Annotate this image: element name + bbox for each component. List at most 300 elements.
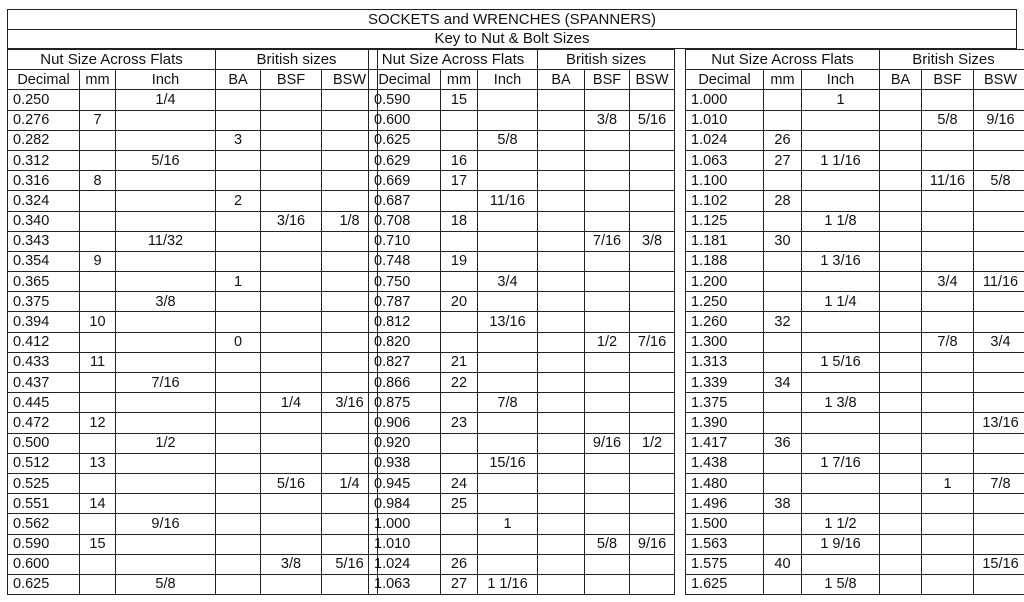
cell-mm [764,110,802,130]
cell-ba [538,352,585,372]
cell-bsf [261,171,322,191]
cell-bsf [922,352,974,372]
group-header-british: British sizes [538,50,675,70]
table-row [8,312,378,332]
column-header-bsw: BSW [974,70,1024,90]
cell-ba [216,393,261,413]
cell-bsf [585,373,630,393]
cell-ba [538,251,585,271]
table-row [369,574,675,594]
cell-inch: 11/16 [478,191,538,211]
cell-bsf [922,554,974,574]
cell-bsw [630,251,675,271]
table-row [8,211,378,231]
cell-inch [116,211,216,231]
cell-inch [802,494,880,514]
cell-bsf [261,150,322,170]
cell-bsw [974,574,1024,594]
cell-bsf [585,473,630,493]
cell-decimal: 0.250 [8,90,80,110]
table-row [369,150,675,170]
group-header-nut-size: Nut Size Across Flats [8,50,216,70]
cell-inch: 7/16 [116,373,216,393]
cell-decimal: 0.512 [8,453,80,473]
cell-decimal: 1.000 [686,90,764,110]
cell-decimal: 0.500 [8,433,80,453]
cell-mm [764,413,802,433]
cell-decimal: 1.188 [686,251,764,271]
cell-ba [880,272,922,292]
cell-decimal: 0.590 [8,534,80,554]
table-row [8,292,378,312]
table-row [8,251,378,271]
table-row [369,393,675,413]
cell-bsf: 3/8 [585,110,630,130]
cell-mm [764,534,802,554]
cell-inch [802,433,880,453]
cell-bsw [974,292,1024,312]
cell-inch [478,292,538,312]
table-row [8,352,378,372]
cell-ba [216,251,261,271]
table-row [686,453,1024,473]
cell-bsw: 5/16 [630,110,675,130]
cell-mm [441,534,478,554]
cell-mm [764,251,802,271]
cell-bsf [922,231,974,251]
cell-mm: 25 [441,494,478,514]
cell-decimal: 0.375 [8,292,80,312]
cell-ba [216,150,261,170]
table-row [8,90,378,110]
cell-bsw: 9/16 [630,534,675,554]
cell-bsf [585,130,630,150]
table-row [686,332,1024,352]
cell-decimal: 1.260 [686,312,764,332]
cell-bsf [585,150,630,170]
column-header-bsf: BSF [261,70,322,90]
cell-mm [80,231,116,251]
cell-bsf [922,191,974,211]
cell-mm [80,373,116,393]
cell-inch [478,352,538,372]
cell-ba [880,514,922,534]
cell-inch: 1/4 [116,90,216,110]
cell-bsw: 1/8 [322,211,378,231]
cell-bsf [261,413,322,433]
column-header-decimal: Decimal [369,70,441,90]
cell-bsw [974,433,1024,453]
cell-mm: 12 [80,413,116,433]
table-row [8,413,378,433]
cell-mm [80,211,116,231]
cell-ba [880,191,922,211]
cell-mm: 15 [441,90,478,110]
cell-bsw [974,373,1024,393]
cell-inch [116,312,216,332]
cell-bsw: 5/16 [322,554,378,574]
table-row [369,171,675,191]
cell-inch [478,473,538,493]
cell-mm [80,574,116,594]
column-header-bsf: BSF [585,70,630,90]
cell-bsf [922,494,974,514]
table-row [369,534,675,554]
table-row [686,150,1024,170]
cell-inch [116,171,216,191]
cell-ba [216,292,261,312]
cell-decimal: 0.906 [369,413,441,433]
cell-ba [880,373,922,393]
group-header-nut-size: Nut Size Across Flats [369,50,538,70]
cell-inch [116,272,216,292]
cell-ba [880,433,922,453]
table-row [686,110,1024,130]
cell-bsf [922,514,974,534]
cell-decimal: 0.316 [8,171,80,191]
table-row [686,373,1024,393]
column-header-inch: Inch [478,70,538,90]
cell-decimal: 0.945 [369,473,441,493]
table-row [369,473,675,493]
cell-mm: 13 [80,453,116,473]
cell-mm: 24 [441,473,478,493]
cell-decimal: 1.010 [686,110,764,130]
table-row [8,231,378,251]
cell-ba [216,494,261,514]
column-header-ba: BA [538,70,585,90]
cell-mm [441,231,478,251]
table-row [8,453,378,473]
table-row [8,534,378,554]
cell-bsf [922,90,974,110]
cell-inch [478,171,538,191]
cell-inch [802,373,880,393]
cell-ba [538,171,585,191]
cell-ba [538,433,585,453]
cell-decimal: 1.063 [686,150,764,170]
column-header-decimal: Decimal [8,70,80,90]
cell-bsw [974,191,1024,211]
column-header-inch: Inch [802,70,880,90]
cell-inch [116,494,216,514]
cell-ba [538,150,585,170]
table-row [369,231,675,251]
cell-decimal: 1.000 [369,514,441,534]
cell-bsw [630,211,675,231]
cell-bsf [585,514,630,534]
cell-bsf [585,494,630,514]
cell-ba [216,453,261,473]
cell-mm: 7 [80,110,116,130]
table-row [369,433,675,453]
cell-decimal: 0.324 [8,191,80,211]
table-row [686,473,1024,493]
cell-mm [80,90,116,110]
column-header-inch: Inch [116,70,216,90]
cell-ba [538,413,585,433]
cell-bsf: 9/16 [585,433,630,453]
cell-inch [116,352,216,372]
cell-bsf [922,534,974,554]
cell-ba [538,393,585,413]
column-header-ba: BA [880,70,922,90]
cell-mm: 11 [80,352,116,372]
table-row [369,453,675,473]
cell-decimal: 0.437 [8,373,80,393]
cell-inch [116,332,216,352]
cell-decimal: 0.525 [8,473,80,493]
cell-inch: 5/16 [116,150,216,170]
cell-bsf [922,574,974,594]
cell-inch: 1 [478,514,538,534]
column-header-bsf: BSF [922,70,974,90]
table-row [369,373,675,393]
cell-inch [478,554,538,574]
cell-bsf [261,272,322,292]
cell-ba [216,574,261,594]
cell-bsf: 1/4 [261,393,322,413]
cell-inch [802,312,880,332]
cell-decimal: 0.312 [8,150,80,170]
cell-mm [764,473,802,493]
cell-bsw: 11/16 [974,272,1024,292]
cell-inch [802,191,880,211]
cell-mm: 26 [441,554,478,574]
cell-mm: 30 [764,231,802,251]
cell-bsf [585,251,630,271]
cell-decimal: 1.024 [686,130,764,150]
cell-bsw [974,130,1024,150]
cell-ba [538,494,585,514]
cell-bsf: 5/16 [261,473,322,493]
cell-decimal: 0.750 [369,272,441,292]
cell-bsw [630,494,675,514]
cell-bsf: 1/2 [585,332,630,352]
cell-ba [880,534,922,554]
cell-mm [764,171,802,191]
cell-decimal: 1.200 [686,272,764,292]
table-row [8,110,378,130]
cell-bsf [261,90,322,110]
cell-ba [880,574,922,594]
cell-mm [441,332,478,352]
cell-bsf [585,352,630,372]
column-header-mm: mm [80,70,116,90]
table-row [686,251,1024,271]
cell-mm [441,453,478,473]
cell-inch [116,554,216,574]
cell-mm [764,292,802,312]
cell-bsw [974,150,1024,170]
cell-inch: 3/8 [116,292,216,312]
column-header-mm: mm [764,70,802,90]
table-row [8,574,378,594]
cell-decimal: 0.394 [8,312,80,332]
cell-bsf: 7/16 [585,231,630,251]
cell-inch [478,231,538,251]
cell-mm: 34 [764,373,802,393]
cell-ba: 1 [216,272,261,292]
cell-bsf [261,130,322,150]
column-header-bsw: BSW [630,70,675,90]
cell-mm [764,272,802,292]
cell-mm [80,272,116,292]
cell-mm: 40 [764,554,802,574]
table-row [369,110,675,130]
column-header-row [686,70,1024,90]
cell-decimal: 0.820 [369,332,441,352]
cell-bsf [922,150,974,170]
size-table-3 [685,49,1024,595]
cell-decimal: 0.445 [8,393,80,413]
table-row [8,433,378,453]
cell-mm [80,150,116,170]
cell-mm [764,90,802,110]
cell-decimal: 0.600 [8,554,80,574]
cell-bsw [974,514,1024,534]
cell-ba [880,211,922,231]
cell-decimal: 1.100 [686,171,764,191]
cell-mm [764,332,802,352]
cell-ba [538,130,585,150]
cell-bsw: 9/16 [974,110,1024,130]
cell-ba [216,554,261,574]
table-row [686,90,1024,110]
table-row [686,171,1024,191]
cell-ba [880,352,922,372]
cell-decimal: 1.339 [686,373,764,393]
cell-decimal: 0.433 [8,352,80,372]
cell-decimal: 1.575 [686,554,764,574]
cell-ba [880,150,922,170]
cell-inch [478,251,538,271]
table-row [369,312,675,332]
table-row [369,251,675,271]
cell-ba [216,110,261,130]
cell-bsw [630,473,675,493]
cell-mm: 16 [441,150,478,170]
size-table-2 [368,49,675,595]
column-header-row [369,70,675,90]
cell-bsf: 5/8 [585,534,630,554]
table-row [369,514,675,534]
table-row [369,292,675,312]
table-row [369,191,675,211]
page-subtitle: Key to Nut & Bolt Sizes [7,29,1017,49]
table-row [8,473,378,493]
cell-bsw [974,211,1024,231]
table-row [686,494,1024,514]
cell-inch: 1 5/8 [802,574,880,594]
table-row [369,413,675,433]
cell-decimal: 0.600 [369,110,441,130]
cell-inch: 1 9/16 [802,534,880,554]
cell-bsw [630,292,675,312]
cell-bsf [922,312,974,332]
cell-inch: 1/2 [116,433,216,453]
cell-inch [802,473,880,493]
cell-decimal: 1.300 [686,332,764,352]
cell-mm [441,312,478,332]
cell-ba [538,312,585,332]
cell-ba [538,231,585,251]
cell-ba [538,110,585,130]
cell-ba [880,413,922,433]
cell-bsf [922,292,974,312]
table-row [8,171,378,191]
column-header-bsw: BSW [322,70,378,90]
cell-decimal: 0.787 [369,292,441,312]
cell-bsw [630,514,675,534]
cell-ba [216,352,261,372]
cell-mm [80,433,116,453]
cell-mm: 20 [441,292,478,312]
table-row [686,211,1024,231]
cell-bsw: 3/4 [974,332,1024,352]
cell-inch: 15/16 [478,453,538,473]
cell-bsw [630,574,675,594]
cell-bsf [922,453,974,473]
cell-mm: 32 [764,312,802,332]
table-row [8,373,378,393]
cell-decimal: 0.282 [8,130,80,150]
cell-bsf: 11/16 [922,171,974,191]
cell-inch [478,534,538,554]
cell-mm [764,574,802,594]
cell-decimal: 0.629 [369,150,441,170]
cell-inch: 1 1/2 [802,514,880,534]
cell-bsw [974,231,1024,251]
cell-decimal: 0.412 [8,332,80,352]
cell-ba [538,373,585,393]
cell-bsf [585,292,630,312]
table-row [686,413,1024,433]
cell-bsw [630,554,675,574]
cell-decimal: 0.625 [369,130,441,150]
cell-decimal: 0.365 [8,272,80,292]
cell-inch [478,110,538,130]
cell-inch: 1 5/16 [802,352,880,372]
group-header-row [369,50,675,70]
cell-ba [880,554,922,574]
cell-bsf [261,110,322,130]
table-row [369,332,675,352]
cell-bsw [974,312,1024,332]
cell-bsw: 3/8 [630,231,675,251]
cell-mm: 19 [441,251,478,271]
cell-bsf [261,373,322,393]
cell-ba [216,473,261,493]
cell-ba [538,211,585,231]
cell-ba [538,191,585,211]
cell-bsf [261,231,322,251]
cell-decimal: 0.708 [369,211,441,231]
size-table-1 [7,49,378,595]
cell-bsf [261,453,322,473]
cell-inch: 5/8 [116,574,216,594]
cell-decimal: 0.984 [369,494,441,514]
cell-decimal: 1.010 [369,534,441,554]
cell-decimal: 0.687 [369,191,441,211]
cell-ba [216,90,261,110]
table-row [8,494,378,514]
cell-inch [802,332,880,352]
cell-inch: 13/16 [478,312,538,332]
cell-ba [880,171,922,191]
cell-bsw [974,90,1024,110]
table-row [8,332,378,352]
